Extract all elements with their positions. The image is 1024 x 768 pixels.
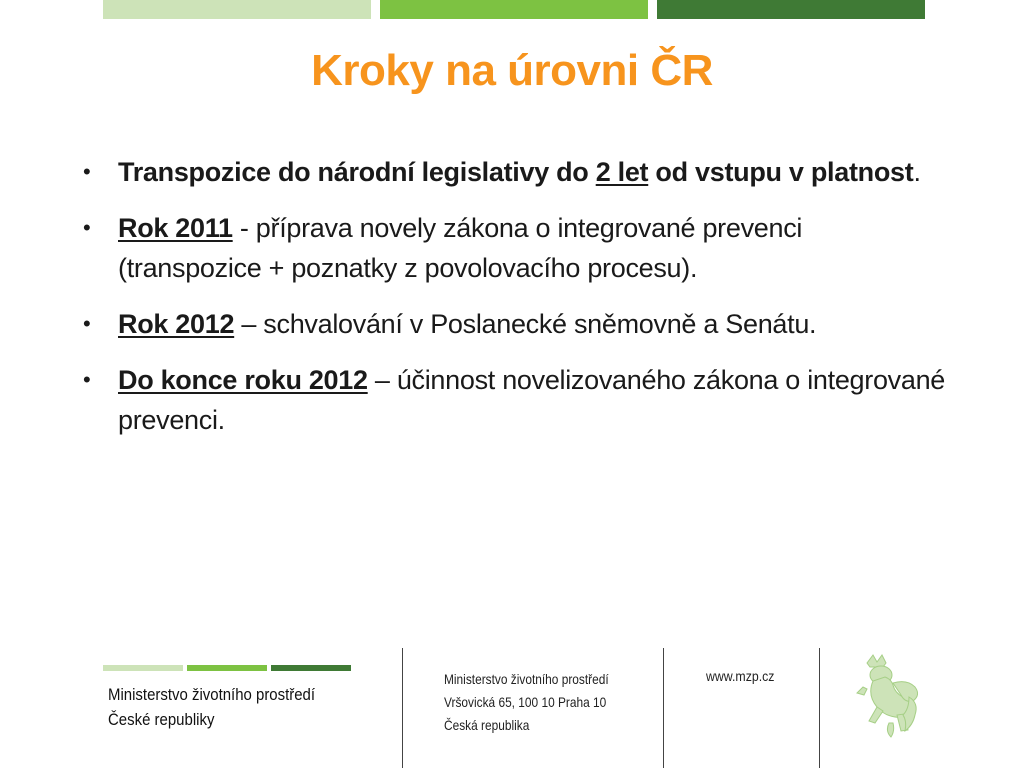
top-bar-light-green: [103, 0, 371, 19]
ministry-name-line2: České republiky: [108, 710, 215, 729]
address-line1: Ministerstvo životního prostředí: [444, 671, 609, 687]
footer-divider: [402, 648, 403, 768]
bullet-text: Do konce roku 2012: [118, 365, 368, 395]
bullet-text: - příprava novely zákona o integrované prevenci (transpozice + poznatky z povolovacího procesu).: [118, 213, 803, 283]
footer-bar-dark-green: [271, 665, 351, 671]
bullet-text: od vstupu v platnost: [648, 157, 914, 187]
top-bar-mid-green: [380, 0, 648, 19]
top-bar-dark-green: [657, 0, 925, 19]
address-line2: Vršovická 65, 100 10 Praha 10: [444, 694, 607, 710]
website-link[interactable]: www.mzp.cz: [706, 668, 775, 684]
bullet-text: – schvalování v Poslanecké sněmovně a Senátu.: [234, 309, 817, 339]
bullet-dot-icon: •: [83, 215, 91, 240]
footer-divider: [819, 648, 820, 768]
bullet-dot-icon: •: [83, 367, 91, 392]
bullet-list: [80, 152, 950, 456]
footer-divider: [663, 648, 664, 768]
footer-bar-mid-green: [187, 665, 267, 671]
bullet-dot-icon: •: [83, 311, 91, 336]
bullet-text: Transpozice do národní legislativy do: [118, 157, 596, 187]
bullet-item: [80, 304, 950, 344]
ministry-name-line1: Ministerstvo životního prostředí: [108, 685, 316, 704]
bullet-dot-icon: •: [83, 159, 91, 184]
bullet-item: [80, 208, 950, 288]
ministry-name: [108, 682, 315, 732]
bullet-item: [80, 360, 950, 440]
address-line3: Česká republika: [444, 717, 530, 733]
bullet-text: Rok 2011: [118, 213, 233, 243]
bullet-text: Rok 2012: [118, 309, 235, 339]
footer-bar-light-green: [103, 665, 183, 671]
slide-title: Kroky na úrovni ČR: [311, 46, 713, 95]
czech-lion-emblem-icon: [853, 653, 925, 739]
bullet-text: – účinnost novelizovaného zákona o integrované prevenci.: [118, 365, 946, 435]
bullet-text: 2 let: [595, 157, 649, 187]
bullet-text: .: [913, 157, 921, 187]
footer-address: [444, 668, 609, 737]
bullet-item: [80, 152, 950, 192]
